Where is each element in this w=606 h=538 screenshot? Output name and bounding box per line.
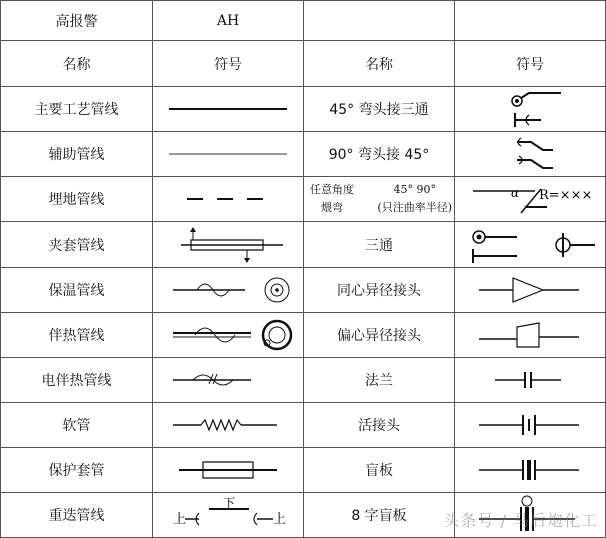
sleeve-icon [153,450,303,490]
row-name-45-elbow-tee: 45° 弯头接三通 [304,87,455,132]
table-row [1,268,606,313]
tee-icon [455,225,605,265]
symbol-hose [153,403,304,448]
symbol-eccentric-reducer [455,313,606,358]
row-name-insulated-line: 保温管线 [1,268,153,313]
symbol-overlapping-lines [153,493,304,538]
hose-icon [153,405,303,445]
header-symbol-left: 符号 [153,41,304,87]
row-name-blind-plate: 盲板 [304,448,455,493]
symbol-any-angle-bend [455,177,606,222]
blind-plate-icon [455,450,605,490]
row-name-hose: 软管 [1,403,153,448]
alpha-label: α [511,186,520,200]
overlap-up2-label: 上 [273,512,287,527]
row-name-union: 活接头 [304,403,455,448]
union-icon [455,405,605,445]
elbow-90-45-icon [455,134,605,174]
jacketed-pipe-icon [153,225,303,265]
angle-values: 45° 90° [393,183,436,196]
cell-empty [455,1,606,41]
elbow-tee-icon [455,89,605,129]
overlap-top-label: 下 [223,496,236,510]
symbol-90-elbow-45 [455,132,606,177]
symbol-flange [455,358,606,403]
row-name-bend: 煨弯 [321,201,343,214]
symbol-blind-plate [455,448,606,493]
symbol-buried-line [153,177,304,222]
row-name-traced-line: 伴热管线 [1,313,153,358]
header-name-right: 名称 [304,41,455,87]
radius-label: R=××× [539,188,593,203]
thin-line-icon [153,144,303,164]
watermark: 头条号 / 马后炮化工 [443,511,598,530]
flange-icon [455,360,605,400]
table-row [1,87,606,132]
row-name-electric-traced-line: 电伴热管线 [1,358,153,403]
symbol-concentric-reducer [455,268,606,313]
insulated-pipe-icon [153,270,303,310]
concentric-reducer-icon [455,270,605,310]
eccentric-reducer-icon [455,315,605,355]
cell-empty [304,1,455,41]
symbol-tee [455,222,606,268]
row-name-auxiliary-line: 辅助管线 [1,132,153,177]
row-name-eccentric-reducer: 偏心异径接头 [304,313,455,358]
cell-ah: AH [153,1,304,41]
table-row [1,222,606,268]
overlap-up-label: 上 [173,512,187,527]
heat-traced-pipe-icon [153,315,303,355]
symbol-protective-sleeve [153,448,304,493]
symbol-electric-traced-line [153,358,304,403]
symbol-jacketed-line [153,222,304,268]
thick-line-icon [153,99,303,119]
electric-trace-icon [153,360,303,400]
symbol-union [455,403,606,448]
header-symbol-right: 符号 [455,41,606,87]
row-name-flange: 法兰 [304,358,455,403]
row-name-main-process-line: 主要工艺管线 [1,87,153,132]
row-name-spectacle-blind: 8 字盲板 [304,493,455,538]
table-row [1,1,606,41]
symbol-main-process-line [153,87,304,132]
table-row [1,177,606,222]
row-name-protective-sleeve: 保护套管 [1,448,153,493]
row-name-any-angle: 任意角度 [310,183,354,196]
bend-radius-icon [455,179,605,219]
table-row [1,313,606,358]
symbol-insulated-line [153,268,304,313]
cell-any-angle-bend [304,177,455,222]
table-row [1,403,606,448]
row-name-overlapping-lines: 重迭管线 [1,493,153,538]
row-name-tee: 三通 [304,222,455,268]
row-name-buried-line: 埋地管线 [1,177,153,222]
overlap-pipe-icon [153,495,303,535]
table-row [1,132,606,177]
row-name-90-elbow-45: 90° 弯头接 45° [304,132,455,177]
table-row [1,448,606,493]
header-name-left: 名称 [1,41,153,87]
table-row [1,358,606,403]
cell-high-alarm: 高报警 [1,1,153,41]
row-name-concentric-reducer: 同心异径接头 [304,268,455,313]
symbol-auxiliary-line [153,132,304,177]
row-name-jacketed-line: 夹套管线 [1,222,153,268]
dashed-line-icon [153,189,303,209]
radius-note: (只注曲率半径) [377,201,452,214]
header-row [1,41,606,87]
symbol-45-elbow-tee [455,87,606,132]
symbol-traced-line [153,313,304,358]
